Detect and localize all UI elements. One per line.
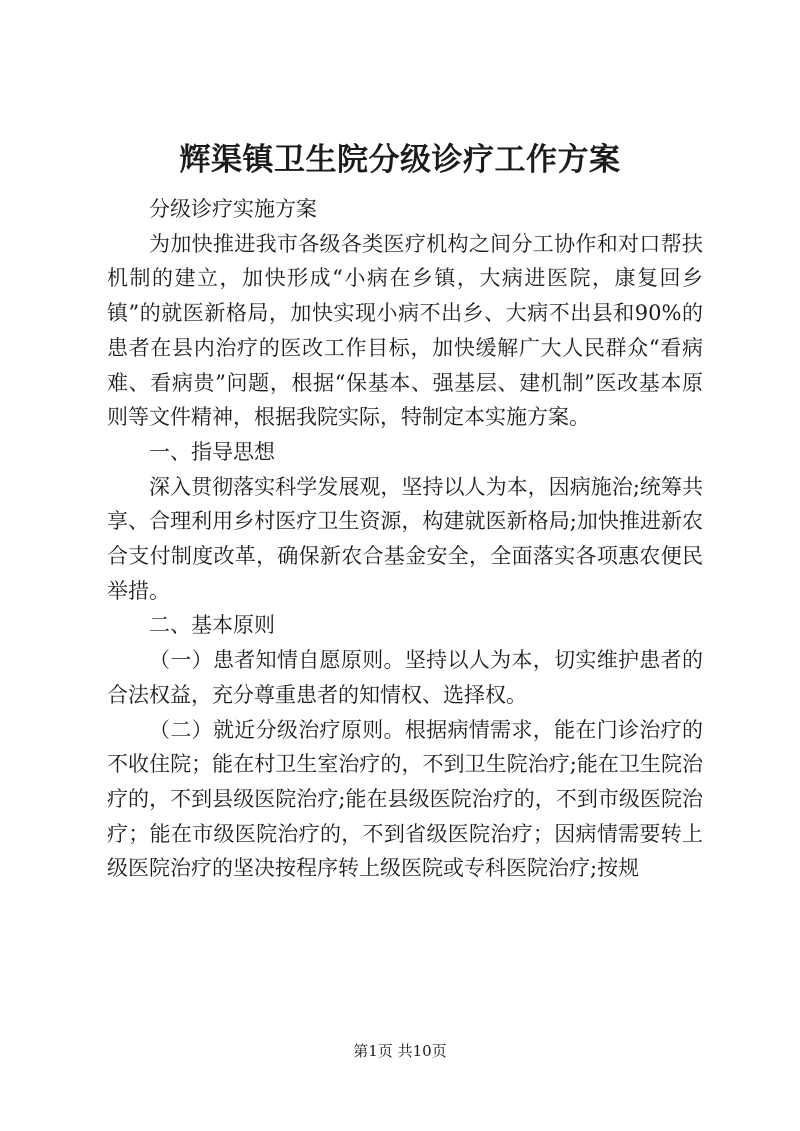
section-heading-guiding-ideology: 一、指导思想 <box>149 439 275 464</box>
principle-1-paragraph: （一）患者知情自愿原则。坚持以人为本，切实维护患者的合法权益，充分尊重患者的知情权、选择权。 <box>107 648 703 707</box>
document-title: 辉渠镇卫生院分级诊疗工作方案 <box>179 142 621 178</box>
subtitle-paragraph: 分级诊疗实施方案 <box>149 197 317 221</box>
principle-2-paragraph: （二）就近分级治疗原则。根据病情需求，能在门诊治疗的不收住院；能在村卫生室治疗的，不到卫生院治疗;能在卫生院治疗的，不到县级医院治疗;能在县级医院治疗的，不到市级医院治疗；能在市级医院治疗的，不到省级医院治疗；因病情需要转上级医院治疗的坚决按程序转上级医院或专科医院治疗;按规 <box>107 717 703 881</box>
page-number-footer: 第1页 共10页 <box>353 1042 447 1060</box>
intro-paragraph: 为加快推进我市各级各类医疗机构之间分工协作和对口帮扶机制的建立，加快形成“小病在乡镇，大病进医院，康复回乡镇”的就医新格局，加快实现小病不出乡、大病不出县和90%的患者在县内治疗的医改工作目标，加快缓解广大人民群众“看病难、看病贵”问题，根据“保基本、强基层、建机制”医改基本原则等文件精神，根据我院实际，特制定本实施方案。 <box>107 231 703 430</box>
document-body <box>107 192 703 886</box>
guiding-ideology-paragraph: 深入贯彻落实科学发展观，坚持以人为本，因病施治;统筹共享、合理利用乡村医疗卫生资源，构建就医新格局;加快推进新农合支付制度改革，确保新农合基金安全，全面落实各项惠农便民举措。 <box>107 474 703 603</box>
section-heading-basic-principles: 二、基本原则 <box>149 613 275 638</box>
